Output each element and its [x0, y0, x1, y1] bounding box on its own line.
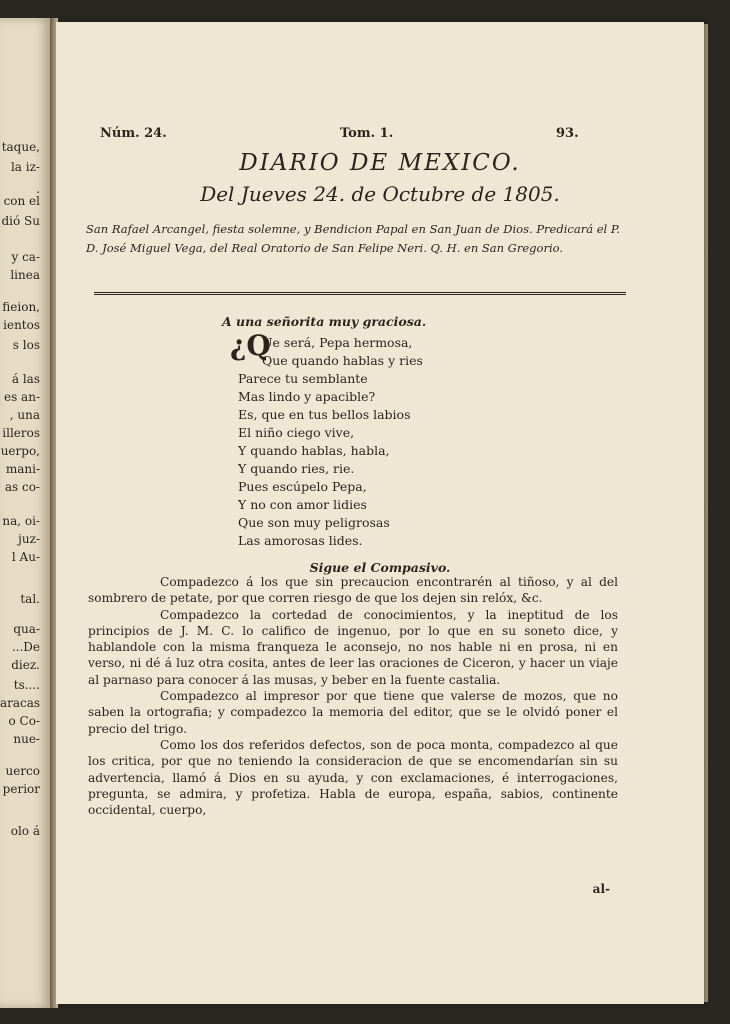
left-page-fragment: y ca- [11, 250, 40, 264]
poem-dropcap: ¿Q [230, 329, 271, 362]
left-page-fragment: s los [12, 338, 40, 352]
left-page-fragment: ts.... [13, 678, 40, 692]
left-page-fragment: tal. [20, 592, 40, 606]
paragraph: Compadezco la cortedad de conocimientos, y la ineptitud de los principios de J. M. C. lo califico de ingenuo, por lo que en su soneto dice, y hablandole con la misma franqueza le aconsejo, no nos hable ni en prosa, ni en verso, ni dé á luz otra cosita, antes de leer las oraciones de Ciceron, y hacer un viaje al parnaso para conocer á las musas, y beber en la fuente castalia. [88, 607, 618, 687]
divider-rule [94, 292, 626, 298]
left-page-fragment: ientos [3, 318, 40, 332]
left-page [0, 18, 50, 1008]
issue-number: Núm. 24. [100, 126, 167, 141]
left-page-fragment: l Au- [11, 550, 40, 564]
poem-line: Y quando hablas, habla, [238, 443, 390, 458]
poem-title: A una señorita muy graciosa. [222, 314, 427, 329]
left-page-fragment: la iz- [10, 160, 40, 174]
tome-number: Tom. 1. [340, 126, 394, 141]
left-page-fragment: . [36, 182, 40, 196]
poem-line: Pues escúpelo Pepa, [238, 479, 367, 494]
paragraph: Compadezco á los que sin precaucion encontrarén al tiñoso, y al del sombrero de petate, por que corren riesgo de que los dejen sin relóx, &c. [88, 575, 618, 606]
paragraph: Como los dos referidos defectos, son de poca monta, compadezco al que los critica, por que no teniendo la consideracion de que se encomendarían sin su advertencia, llamó á Dios en su ayuda, y con exclamaciones, é interrogaciones, pregunta, se admira, y profetiza. Habla de europa, españa, sabios, continente occidental, cuerpo, [88, 737, 618, 818]
poem-line: Mas lindo y apacible? [238, 389, 376, 404]
poem-line: Las amorosas lides. [238, 533, 363, 548]
left-page-fragment: na, oi- [2, 514, 40, 528]
left-page-fragment: fieion, [2, 300, 40, 314]
left-page-fragment: á las [11, 372, 40, 386]
poem-line: Parece tu semblante [238, 371, 368, 386]
page-number: 93. [556, 126, 579, 141]
left-page-fragment: o Co- [8, 714, 40, 728]
poem-line: Y no con amor lidies [238, 497, 367, 512]
left-page-fragment: linea [10, 268, 40, 282]
left-page-fragment: qua- [13, 622, 40, 636]
left-page-fragment: olo á [10, 824, 40, 838]
left-page-fragment: mani- [5, 462, 40, 476]
left-page-fragment: ...De [11, 640, 40, 654]
left-page-fragment: taque, [1, 140, 40, 154]
left-page-fragment: diez. [11, 658, 40, 672]
catchword: al- [592, 882, 610, 896]
saints-notice: San Rafael Arcangel, fiesta solemne, y Bendicion Papal en San Juan de Dios. Predicará el P. D. José Miguel Vega, del Real Oratorio de San Felipe Neri. Q. H. en San Gregorio. [86, 222, 620, 255]
poem-line: Y quando ries, rie. [238, 461, 355, 476]
left-page-fragment: perior [2, 782, 40, 796]
left-page-fragment: es an- [3, 390, 40, 404]
poem-line: Ue será, Pepa hermosa, [262, 335, 413, 350]
left-page-fragment: uerpo, [0, 444, 40, 458]
left-page-fragment: juz- [18, 532, 40, 546]
poem-line: Que quando hablas y ries [262, 353, 423, 368]
section-title: Sigue el Compasivo. [309, 560, 451, 575]
left-page-fragment: nue- [13, 732, 40, 746]
left-page-fragment: as co- [4, 480, 40, 494]
left-page-fragment: con el [3, 194, 40, 208]
paragraph: Compadezco al impresor por que tiene que valerse de mozos, que no saben la ortografia; y compadezco la memoria del editor, que se le olvidó poner el precio del trigo. [88, 689, 618, 736]
issue-date: Del Jueves 24. de Octubre de 1805. [200, 182, 560, 206]
left-page-fragment: illeros [2, 426, 40, 440]
poem-line: El niño ciego vive, [238, 425, 355, 440]
newspaper-title: DIARIO DE MEXICO. [239, 150, 521, 176]
left-page-fragment: dió Su [1, 214, 40, 228]
left-page-fragment: uerco [5, 764, 40, 778]
poem-line: Es, que en tus bellos labios [238, 407, 411, 422]
poem-line: Que son muy peligrosas [238, 515, 390, 530]
article-body [88, 574, 618, 818]
right-page [56, 22, 704, 1004]
left-page-fragment: , una [9, 408, 40, 422]
left-page-fragment: aracas [0, 696, 41, 710]
poem [230, 329, 423, 550]
